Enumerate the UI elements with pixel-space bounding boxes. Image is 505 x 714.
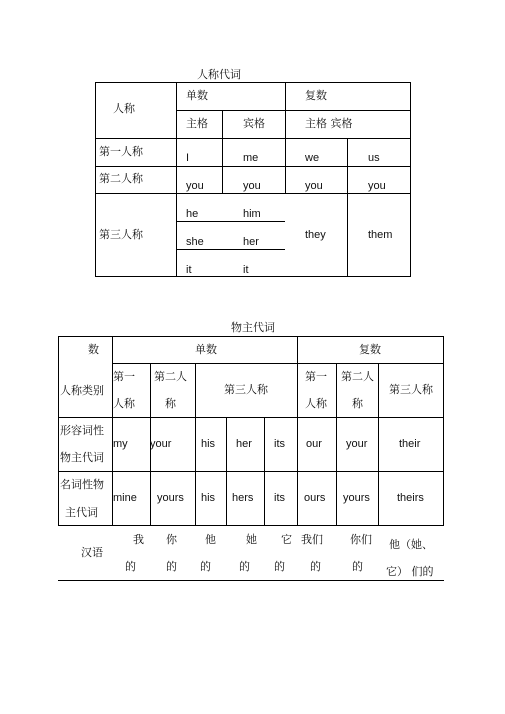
table-cell: your — [150, 438, 172, 450]
table-cell: you — [186, 180, 204, 192]
table-cell: our — [306, 438, 322, 450]
table-cell: its — [274, 492, 285, 504]
table-cell: your — [346, 438, 368, 450]
table-cell: his — [201, 492, 216, 504]
table2-rule — [195, 363, 196, 525]
header-first-person: 第一 — [113, 370, 135, 383]
row-label-first-person: 第一人称 — [99, 145, 143, 158]
table1-rule — [176, 221, 285, 222]
chinese-cell: 的 — [166, 560, 177, 573]
table-cell: yours — [157, 492, 184, 504]
header-object-case: 宾格 — [243, 117, 265, 130]
row-label-third-person: 第三人称 — [99, 228, 143, 241]
table1-rule — [176, 249, 285, 250]
chinese-cell: 她 — [246, 533, 257, 546]
chinese-cell: 的 — [352, 560, 363, 573]
table1-rule — [222, 110, 223, 194]
table2-border — [443, 336, 444, 525]
header-second-person: 称 — [165, 397, 176, 410]
chinese-cell: 我们 — [301, 533, 323, 546]
table2-rule — [58, 417, 444, 418]
header-first-person-plural: 第一 — [305, 370, 327, 383]
table-cell: his — [201, 438, 216, 450]
table-cell: you — [368, 180, 386, 192]
chinese-cell: 他 — [205, 533, 216, 546]
row-label-second-person: 第二人称 — [99, 172, 143, 185]
row-label-adjectival: 物主代词 — [60, 451, 104, 464]
table-cell: we — [305, 152, 320, 164]
table2-rule — [264, 417, 265, 525]
table-cell: theirs — [397, 492, 424, 504]
table1-rule — [95, 166, 411, 167]
table2-border — [58, 580, 444, 581]
table-cell: him — [243, 208, 261, 220]
table2-rule — [226, 417, 227, 525]
table1-rule — [95, 138, 411, 139]
chinese-cell: 我 — [133, 533, 144, 546]
header-second-person-plural: 第二人 — [341, 370, 374, 383]
table2-title: 物主代词 — [231, 321, 275, 334]
header-singular: 单数 — [195, 343, 217, 356]
table-cell: its — [274, 438, 285, 450]
header-person-category: 人称类别 — [60, 384, 104, 397]
table-cell: ours — [304, 492, 326, 504]
header-plural-cases: 主格 宾格 — [305, 117, 353, 130]
table1-border — [410, 82, 411, 277]
row-label-nominal: 主代词 — [65, 506, 98, 519]
chinese-cell: 你 — [166, 533, 177, 546]
header-singular: 单数 — [186, 89, 208, 102]
table-cell: he — [186, 208, 199, 220]
table-cell: it — [186, 264, 192, 276]
header-first-person-plural: 人称 — [305, 397, 327, 410]
table1-rule — [95, 193, 411, 194]
table2-rule — [58, 471, 444, 472]
table-cell: she — [186, 236, 204, 248]
table1-rule — [176, 82, 177, 277]
table-cell: their — [399, 438, 421, 450]
row-label-nominal: 名词性物 — [60, 478, 104, 491]
table-cell: it — [243, 264, 249, 276]
table-cell: me — [243, 152, 259, 164]
table-cell: yours — [343, 492, 370, 504]
table-cell: my — [113, 438, 128, 450]
chinese-cell: 它 — [281, 533, 292, 546]
chinese-cell: 他（她、 — [389, 538, 433, 551]
table2-rule — [336, 363, 337, 525]
table-cell: you — [305, 180, 323, 192]
chinese-cell: 的 — [310, 560, 321, 573]
chinese-cell: 的 — [239, 560, 250, 573]
header-person: 人称 — [113, 102, 135, 115]
table-cell: hers — [232, 492, 254, 504]
table1-rule — [347, 138, 348, 277]
row-label-chinese: 汉语 — [81, 546, 103, 559]
header-first-person: 人称 — [113, 397, 135, 410]
table-cell: mine — [113, 492, 137, 504]
header-second-person-plural: 称 — [352, 397, 363, 410]
table-cell: us — [368, 152, 380, 164]
header-third-person: 第三人称 — [224, 383, 268, 396]
header-plural: 复数 — [359, 343, 381, 356]
header-plural: 复数 — [305, 89, 327, 102]
header-third-person-plural: 第三人称 — [389, 383, 433, 396]
chinese-cell: 的 — [200, 560, 211, 573]
table-cell: I — [186, 152, 190, 164]
table-cell: you — [243, 180, 261, 192]
header-second-person: 第二人 — [154, 370, 187, 383]
chinese-cell: 的 — [125, 560, 136, 573]
table2-rule — [378, 363, 379, 525]
table-cell: they — [305, 229, 326, 241]
table2-rule — [297, 336, 298, 525]
header-subject-case: 主格 — [186, 117, 208, 130]
row-label-adjectival: 形容词性 — [60, 424, 104, 437]
chinese-cell: 你们 — [350, 533, 372, 546]
table1-border — [95, 276, 411, 277]
table-cell: them — [368, 229, 393, 241]
table2-border — [58, 336, 59, 525]
table1-title: 人称代词 — [197, 68, 241, 81]
table-cell: her — [243, 236, 259, 248]
chinese-cell: 的 — [274, 560, 285, 573]
table-cell: her — [236, 438, 252, 450]
table1-rule — [285, 82, 286, 194]
table2-border — [58, 336, 444, 337]
table1-border — [95, 82, 411, 83]
table1-border — [95, 82, 96, 277]
table1-rule — [176, 110, 411, 111]
table2-rule — [58, 525, 444, 526]
chinese-cell: 它） 们的 — [386, 565, 434, 578]
table2-rule — [112, 363, 444, 364]
header-number: 数 — [88, 343, 99, 356]
